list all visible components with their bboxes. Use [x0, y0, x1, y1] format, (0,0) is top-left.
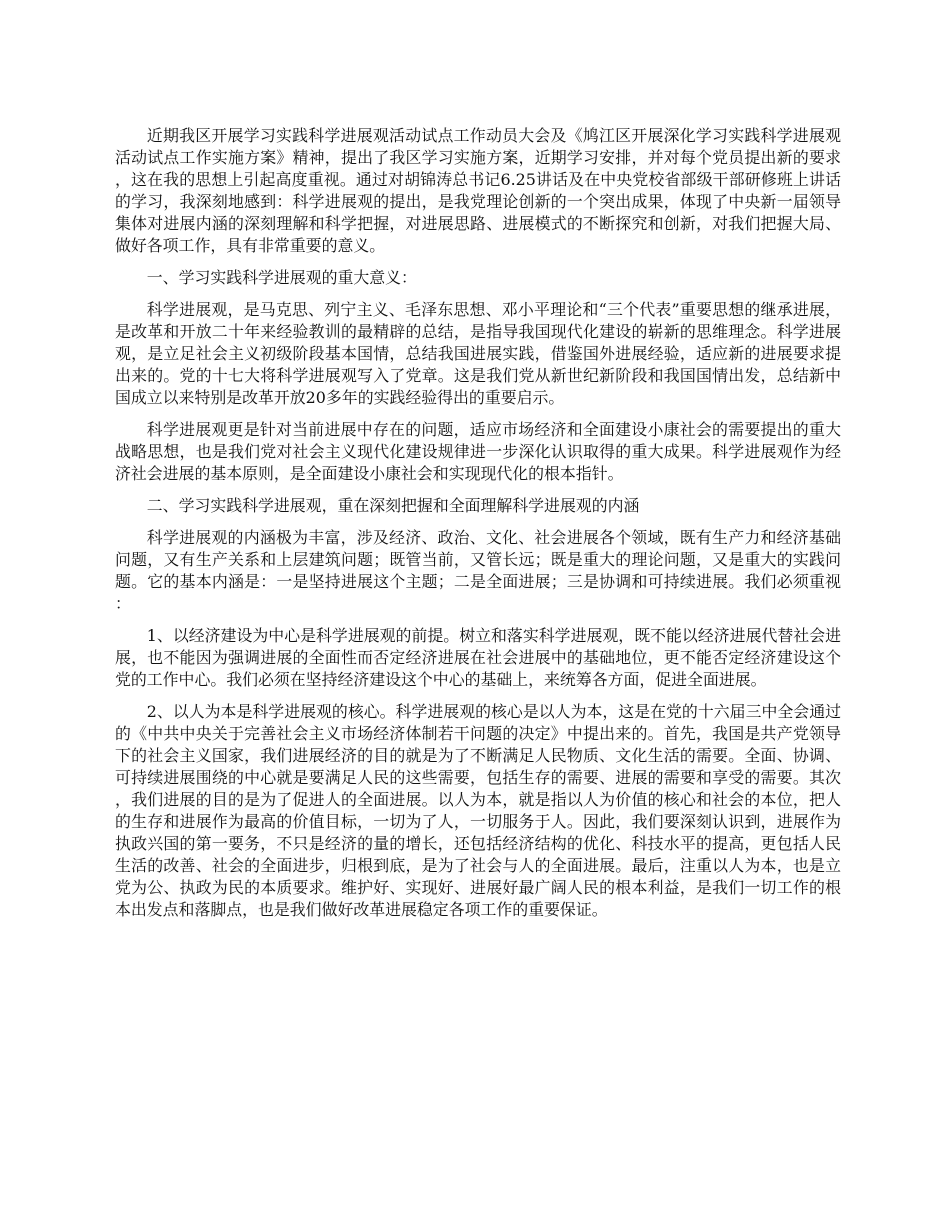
intro-paragraph: 近期我区开展学习实践科学进展观活动试点工作动员大会及《鸠江区开展深化学习实践科学进展观活动试点工作实施方案》精神，提出了我区学习实施方案，近期学习安排，并对每个党员提出新的要求，这在我的思想上引起高度重视。通过对胡锦涛总书记6.25讲话及在中央党校省部级干部研修班上讲话的学习，我深刻地感到：科学进展观的提出，是我党理论创新的一个突出成果，体现了中央新一届领导集体对进展内涵的深刻理解和科学把握，对进展思路、进展模式的不断探究和创新，对我们把握大局、做好各项工作，具有非常重要的意义。	[115, 126, 841, 255]
body-paragraph: 科学进展观，是马克思、列宁主义、毛泽东思想、邓小平理论和“三个代表”重要思想的继承进展，是改革和开放二十年来经验教训的最精辟的总结，是指导我国现代化建设的崭新的思维理念。科学进展观，是立足社会主义初级阶段基本国情，总结我国进展实践，借鉴国外进展经验，适应新的进展要求提出来的。党的十七大将科学进展观写入了党章。这是我们党从新世纪新阶段和我国国情出发，总结新中国成立以来特别是改革开放20多年的实践经验得出的重要启示。	[115, 300, 841, 407]
numbered-paragraph-1: 1、以经济建设为中心是科学进展观的前提。树立和落实科学进展观，既不能以经济进展代替社会进展，也不能因为强调进展的全面性而否定经济进展在社会进展中的基础地位，更不能否定经济建设这个党的工作中心。我们必须在坚持经济建设这个中心的基础上，来统筹各方面，促进全面进展。	[115, 626, 841, 689]
document-body	[115, 125, 841, 931]
body-paragraph: 科学进展观的内涵极为丰富，涉及经济、政治、文化、社会进展各个领域，既有生产力和经济基础问题，又有生产关系和上层建筑问题；既管当前，又管长远；既是重大的理论问题，又是重大的实践问题。它的基本内涵是：一是坚持进展这个主题；二是全面进展；三是协调和可持续进展。我们必须重视：	[115, 528, 841, 613]
body-paragraph: 科学进展观更是针对当前进展中存在的问题，适应市场经济和全面建设小康社会的需要提出的重大战略思想，也是我们党对社会主义现代化建设规律进一步深化认识取得的重大成果。科学进展观作为经济社会进展的基本原则，是全面建设小康社会和实现现代化的根本指针。	[115, 420, 841, 483]
section-heading-2: 二、学习实践科学进展观，重在深刻把握和全面理解科学进展观的内涵	[146, 496, 640, 515]
section-heading-1: 一、学习实践科学进展观的重大意义：	[146, 268, 417, 287]
numbered-paragraph-2: 2、以人为本是科学进展观的核心。科学进展观的核心是以人为本，这是在党的十六届三中全会通过的《中共中央关于完善社会主义市场经济体制若干问题的决定》中提出来的。首先，我国是共产党领导下的社会主义国家，我们进展经济的目的就是为了不断满足人民物质、文化生活的需要。全面、协调、可持续进展围绕的中心就是要满足人民的这些需要，包括生存的需要、进展的需要和享受的需要。其次，我们进展的目的是为了促进人的全面进展。以人为本，就是指以人为价值的核心和社会的本位，把人的生存和进展作为最高的价值目标，一切为了人，一切服务于人。因此，我们要深刻认识到，进展作为执政兴国的第一要务，不只是经济的量的增长，还包括经济结构的优化、科技水平的提高，更包括人民生活的改善、社会的全面进步，归根到底，是为了社会与人的全面进展。最后，注重以人为本，也是立党为公、执政为民的本质要求。维护好、实现好、进展好最广阔人民的根本利益，是我们一切工作的根本出发点和落脚点，也是我们做好改革进展稳定各项工作的重要保证。	[115, 702, 841, 919]
